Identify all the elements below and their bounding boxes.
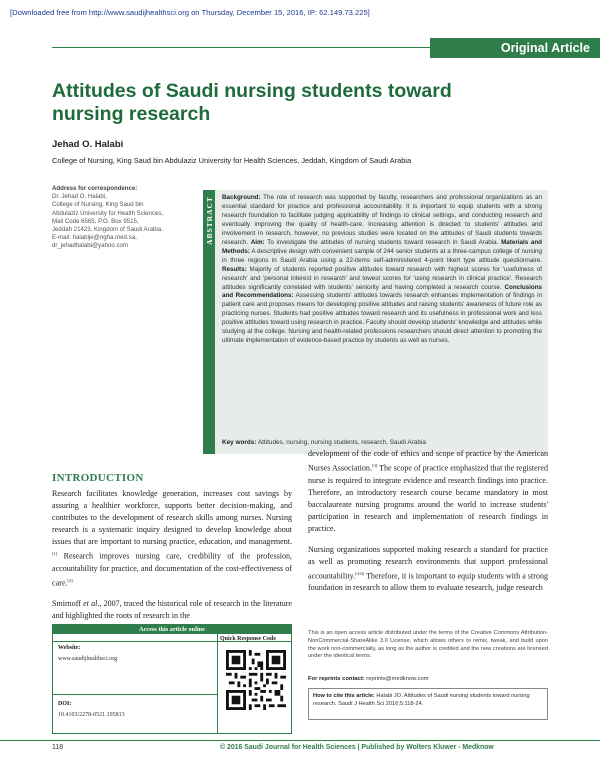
citation-ref[interactable]: [3] [371, 463, 378, 468]
paragraph-text: Smirnoff [52, 599, 84, 609]
paragraph [52, 598, 292, 622]
paragraph-text: Therefore, it is important to equip students with a strong foundation in research to allow them to evaluate research, judge research [308, 571, 548, 593]
citation-ref[interactable]: [4-6] [355, 570, 365, 576]
abstract-aim: To investigate the attitudes of nursing students toward research in Saudi Arabia. [264, 238, 502, 246]
citation-label: How to cite this article: [313, 693, 375, 699]
footer-publisher: © 2016 Saudi Journal for Health Sciences | Published by Wolters Kluwer - Medknow [220, 744, 494, 751]
affiliation: College of Nursing, King Saud bin Abdulaziz University for Health Sciences, Jeddah, Kingdom of Saudi Arabia [52, 156, 412, 165]
reprints-email[interactable]: reprints@medknow.com [364, 676, 429, 682]
correspondence-line: Abdulaziz University for Health Sciences, [52, 209, 164, 217]
correspondence-line: Mail Code 6565, P.O. Box 9515, [52, 217, 139, 225]
qr-code-icon[interactable] [226, 650, 286, 710]
abstract-background: The role of research was supported by faculty, researchers and professional organizations as an essential standard for practice and professional accountability. It is important to equip students with a strong research foundation to facilitate judging applicability of findings to clinical settings, and conducting research and eventually improving the quality of health-care. Increasing attention is directed to students' attitudes and involvement in research, however, no previous studies were located on the attitudes of Saudi students towards research. [222, 194, 542, 246]
paragraph [308, 448, 548, 535]
abstract-text [222, 194, 542, 346]
section-heading-introduction: INTRODUCTION [52, 472, 144, 484]
header-rule [52, 47, 432, 48]
paragraph-text: Research facilitates knowledge generation, increases cost savings by assuring a healthier workforce, supports better decision-making, and contributes to the development of research skills among nurses. Nursing research is a systematic inquiry designed to develop knowledge about issues that are important to nursing practice, education, and management. [52, 489, 292, 546]
article-type-label: Original Article [500, 41, 590, 55]
paragraph-text: Research improves nursing care, credibility of the profession, accountability for practice, and documentation of the cost-effectiveness of care. [52, 551, 292, 588]
download-banner: [Downloaded free from http://www.saudijhealthsci.org on Thursday, December 15, 2016, IP: 62.149.73.225] [10, 8, 370, 17]
page-number: 118 [52, 744, 64, 751]
abstract-results-label: Results: [222, 265, 247, 273]
keywords [222, 439, 542, 446]
doi-label: DOI: [58, 701, 72, 707]
citation-box [308, 688, 548, 720]
abstract-aim-label: Aim: [250, 238, 265, 246]
divider [52, 694, 217, 695]
access-online-heading-text: Access this article online [139, 625, 205, 633]
article-title: Attitudes of Saudi nursing students toward nursing research [52, 80, 452, 125]
correspondence-heading: Address for correspondence: [52, 185, 138, 192]
citation-ref[interactable]: [1] [52, 551, 58, 556]
divider [217, 634, 218, 734]
abstract-label [203, 190, 215, 250]
citation-text: Halabi JO. Attitudes of Saudi nursing students toward nursing research. Saudi J Health Sci 2016;5:118-24. [313, 693, 530, 707]
abstract-results: Majority of students reported positive attitudes toward research with highest scores for 'usefulness of research' and 'personal interest in research' and lowest scores for 'using research in clinical practice'. Research attitudes significantly correlated with students' seniority and having completed a research course. [222, 265, 542, 291]
abstract-conclusions: Assessing students' attitudes towards research enhances implementation of findings in patient care and proposes means for developing positive attitudes and raising students' awareness of future role as practicing nurses. Students had positive attitudes toward research and its usefulness in professional work and less positive attitudes toward using research in practice. Faculty should develop students' knowledge and attitudes while studying at the college. Nursing and health-related professions researchers should direct attention to promoting the ultimate implementation of evidence-based practice by students as well as nurses. [222, 292, 542, 345]
paragraph-text: development of the code of ethics and scope of practice by the American Nurses Association. [308, 449, 548, 473]
footer-rule [0, 740, 600, 741]
reprints-contact [308, 676, 429, 682]
correspondence-block [52, 185, 197, 251]
website-link[interactable]: www.saudijhealthsci.org [58, 656, 118, 662]
doi-link[interactable]: 10.4103/2278-0521.195813 [58, 712, 125, 718]
paragraph-text: ., 2007, traced the historical role of research in the literature and highlighted the roots of research in the [52, 599, 292, 621]
abstract-conclusions-label: Conclusions and Recommendations: [222, 283, 542, 300]
keywords-label: Key words: [222, 439, 257, 446]
author-name: Jehad O. Halabi [52, 139, 124, 150]
access-online-heading [52, 624, 292, 634]
body-column-left [52, 488, 292, 631]
paragraph-text: The scope of practice emphasized that the registered nurse is required to integrate evidence and research findings into practice. Therefore, an introductory research course became mandatory in most baccalaureate nursing programs around the world to increase students' participation in research and implementation of research findings in practice. [308, 463, 548, 533]
correspondence-email[interactable]: dr_jehadhalabi@yahoo.com [52, 242, 128, 250]
correspondence-email[interactable]: E-mail: halabije@ngha.med.sa, [52, 234, 137, 242]
et-al: et al [83, 599, 98, 609]
correspondence-line: Jeddah 21423, Kingdom of Saudi Arabia. [52, 226, 163, 234]
qr-label: Quick Response Code [220, 636, 277, 642]
keywords-list: Attitudes, nursing, nursing students, research, Saudi Arabia [256, 439, 426, 446]
paragraph [52, 488, 292, 589]
citation-ref[interactable]: [2] [67, 577, 73, 583]
abstract-label-text: ABSTRACT [204, 195, 214, 245]
article-type-badge [430, 38, 600, 58]
website-label: Website: [58, 645, 81, 651]
paragraph [308, 544, 548, 595]
paragraph-text: Nursing organizations supported making research a standard for practice as well as promoting research environments that support professional accountability. [308, 544, 548, 581]
reprints-label: For reprints contact: [308, 676, 365, 682]
correspondence-line: College of Nursing, King Saud bin [52, 201, 144, 209]
license-notice: This is an open access article distributed under the terms of the Creative Commons Attribution-NonCommercial-ShareAlike 3.0 License, which allows others to remix, tweak, and build upon the work non-commercially, as long as the author is credited and the new creations are licensed under the identical terms. [308, 630, 548, 660]
abstract-methods: A descriptive design with convenient sample of 244 senior students at a three-campus college of nursing in three regions in Saudi Arabia using a 22-items self-administered 4-point likert type attitude questionnaire. [222, 247, 542, 264]
abstract-methods-label: Materials and Methods: [222, 238, 542, 255]
body-column-right [308, 448, 548, 603]
abstract-background-label: Background: [222, 194, 261, 201]
correspondence-line: Dr. Jehad O. Halabi, [52, 193, 107, 201]
